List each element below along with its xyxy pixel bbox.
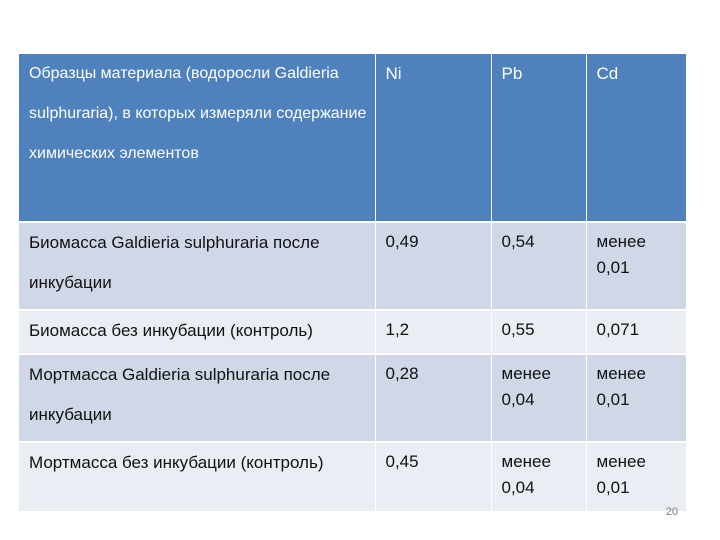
row-ni: 0,45 xyxy=(375,442,491,511)
row-pb: 0,54 xyxy=(491,222,586,310)
header-ni: Ni xyxy=(375,54,491,222)
row-cd: менее 0,01 xyxy=(586,222,686,310)
table-row xyxy=(19,310,686,354)
row-sample: Мортмасса без инкубации (контроль) xyxy=(19,442,375,511)
row-sample: Мортмасса Galdieria sulphuraria после инкубации xyxy=(19,354,375,442)
table-header-row xyxy=(19,54,686,222)
header-sample: Образцы материала (водоросли Galdieria sulphuraria), в которых измеряли содержание химических элементов xyxy=(19,54,375,222)
page-number: 20 xyxy=(665,506,678,518)
row-sample: Биомасса Galdieria sulphuraria после инкубации xyxy=(19,222,375,310)
row-sample: Биомасса без инкубации (контроль) xyxy=(19,310,375,354)
row-ni: 1,2 xyxy=(375,310,491,354)
row-cd: менее 0,01 xyxy=(586,442,686,511)
row-pb: менее 0,04 xyxy=(491,354,586,442)
row-cd: менее 0,01 xyxy=(586,354,686,442)
table-row xyxy=(19,442,686,511)
row-cd: 0,071 xyxy=(586,310,686,354)
table-row xyxy=(19,222,686,310)
table-row xyxy=(19,354,686,442)
data-table xyxy=(19,54,686,511)
header-cd: Cd xyxy=(586,54,686,222)
row-pb: 0,55 xyxy=(491,310,586,354)
header-pb: Pb xyxy=(491,54,586,222)
row-ni: 0,49 xyxy=(375,222,491,310)
row-pb: менее 0,04 xyxy=(491,442,586,511)
row-ni: 0,28 xyxy=(375,354,491,442)
